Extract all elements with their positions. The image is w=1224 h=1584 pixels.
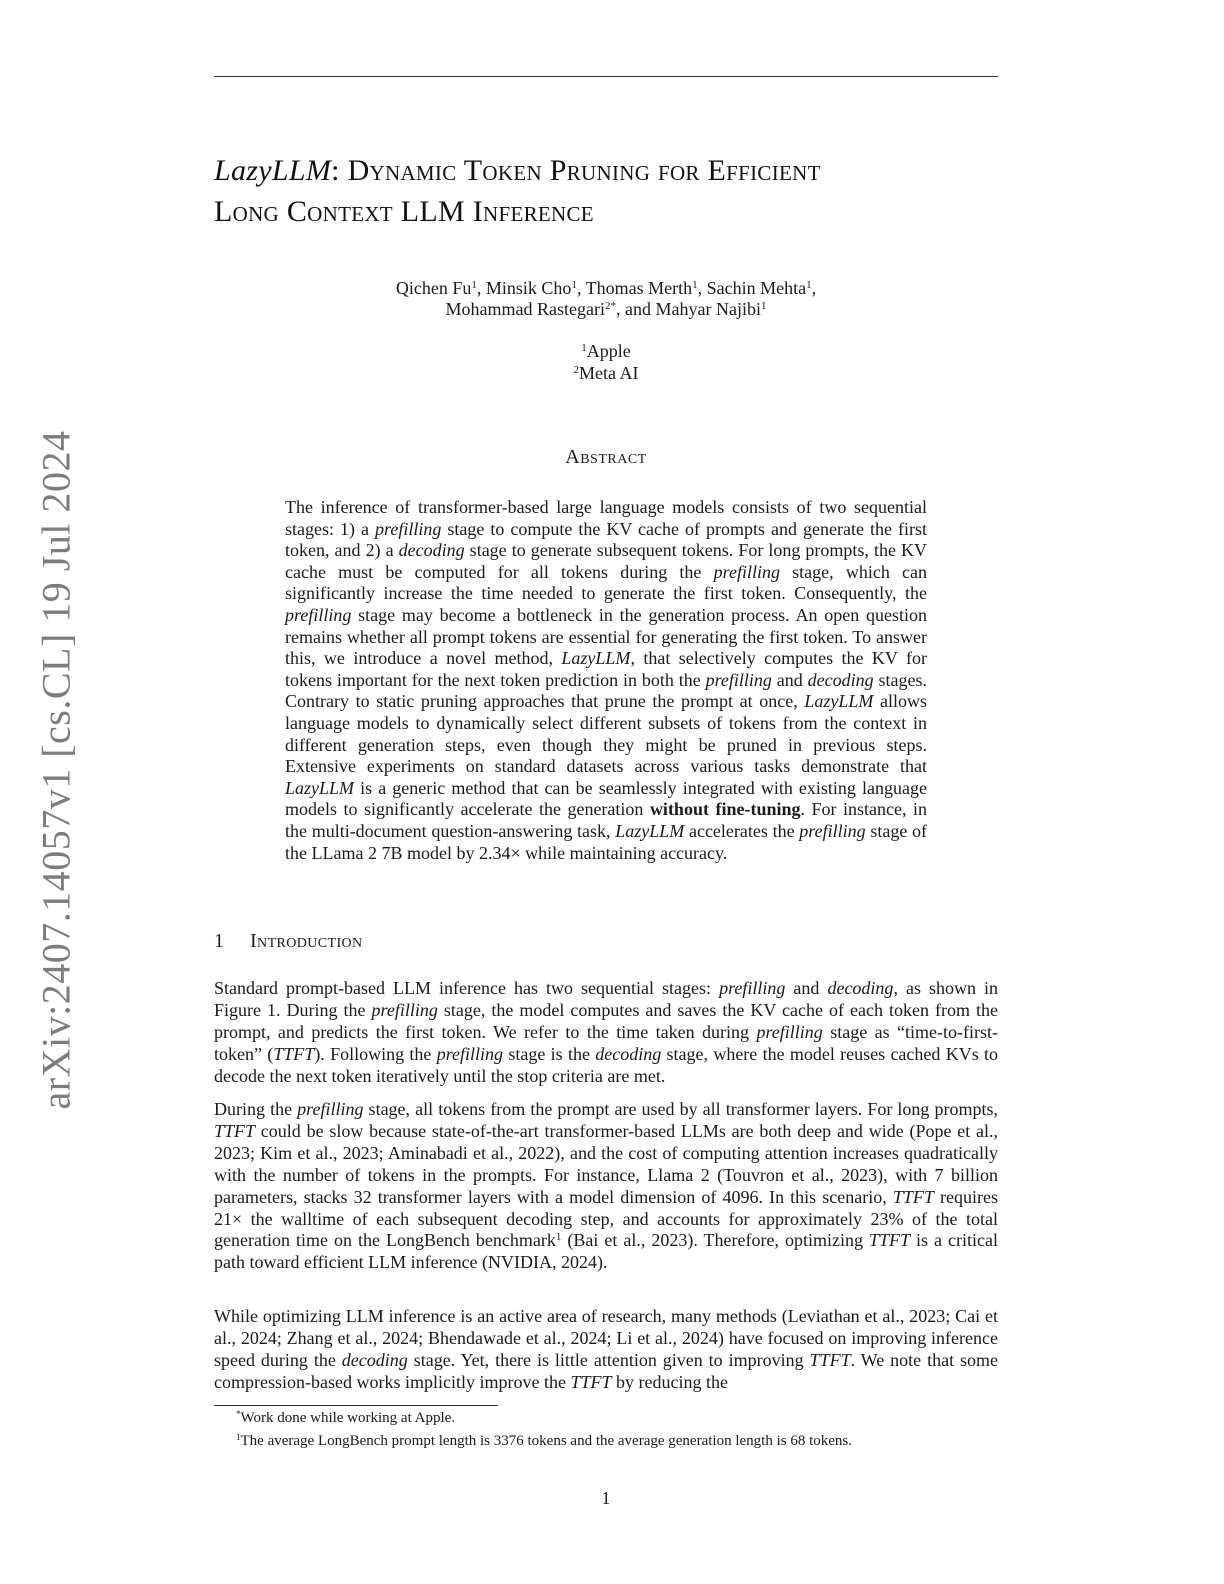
author-name: , and Mahyar Najibi bbox=[616, 299, 761, 319]
affiliation-number: 2 bbox=[573, 364, 579, 376]
author-name: Mohammad Rastegari bbox=[445, 299, 605, 319]
author-name: Sachin Mehta bbox=[706, 278, 807, 298]
title-line-1: : Dynamic Token Pruning for Efficient bbox=[331, 154, 821, 187]
paragraph: While optimizing LLM inference is an active area of research, many methods (Leviathan et al., 2023; Cai et al., 2024; Zhang et al., 2024; Bhendawade et al., 2024; Li et al., 2024) have focused on improving inference speed during the decoding stage. Yet, there is little attention given to improving TTFT. We note that some compression-based works implicitly improve the TTFT by reducing the bbox=[214, 1306, 998, 1392]
affiliation-mark: 2* bbox=[605, 300, 616, 312]
title-method-name: LazyLLM bbox=[214, 154, 332, 187]
section-title: Introduction bbox=[250, 930, 363, 952]
author-name: Thomas Merth bbox=[585, 278, 693, 298]
author-name: Minsik Cho bbox=[485, 278, 572, 298]
affiliations bbox=[214, 340, 998, 384]
abstract-text: The inference of transformer-based large language models consists of two sequential stages: 1) a prefilling stage to compute the KV cache of prompts and generate the first token, and 2) a decoding stage to generate subsequent tokens. For long prompts, the KV cache must be computed for all tokens during the prefilling stage, which can significantly increase the time needed to generate the first token. Consequently, the prefilling stage may become a bottleneck in the generation process. An open question remains whether all prompt tokens are essential for generating the first token. To answer this, we introduce a novel method, LazyLLM, that selectively computes the KV for tokens important for the next token prediction in both the prefilling and decoding stages. Contrary to static pruning approaches that prune the prompt at once, LazyLLM allows language models to dynamically select different subsets of tokens from the context in different generation steps, even though they might be pruned in previous steps. Extensive experiments on standard datasets across various tasks demonstrate that LazyLLM is a generic method that can be seamlessly integrated with existing language models to significantly accelerate the generation without fine-tuning. For instance, in the multi-document question-answering task, LazyLLM accelerates the prefilling stage of the LLama 2 7B model by 2.34× while maintaining accuracy. bbox=[285, 497, 928, 863]
footnote: *Work done while working at Apple. bbox=[236, 1409, 456, 1426]
paper-title bbox=[214, 150, 1014, 232]
footnote-rule bbox=[214, 1405, 498, 1406]
affiliation-meta: Meta AI bbox=[579, 363, 639, 383]
footnote-ref: 1 bbox=[555, 1231, 562, 1244]
affiliation-number: 1 bbox=[581, 342, 587, 354]
affiliation-mark: 1 bbox=[571, 279, 577, 291]
section-heading-introduction bbox=[214, 930, 998, 953]
paragraph: Standard prompt-based LLM inference has two sequential stages: prefilling and decoding, as shown in Figure 1. During the prefilling stage, the model computes and saves the KV cache of each token from the prompt, and predicts the first token. We refer to the time taken during prefilling stage as “time-to-first-token” (TTFT). Following the prefilling stage is the decoding stage, where the model reuses cached KVs to decode the next token iteratively until the stop criteria are met. bbox=[214, 978, 999, 1086]
paragraph: During the prefilling stage, all tokens from the prompt are used by all transformer layers. For long prompts, TTFT could be slow because state-of-the-art transformer-based LLMs are both deep and wide (Pope et al., 2023; Kim et al., 2023; Aminabadi et al., 2022), and the cost of computing attention increases quadratically with the number of tokens in the prompts. For instance, Llama 2 (Touvron et al., 2023), with 7 billion parameters, stacks 32 transformer layers with a model dimension of 4096. In this scenario, TTFT requires 21× the walltime of each subsequent decoding step, and accounts for approximately 23% of the total generation time on the LongBench benchmark$^1$ (Bai et al., 2023). Therefore, optimizing TTFT is a critical path toward efficient LLM inference (NVIDIA, 2024). bbox=[214, 1099, 998, 1273]
abstract-heading: Abstract bbox=[565, 446, 647, 468]
affiliation-mark: 1 bbox=[692, 279, 698, 291]
affiliation-mark: 1 bbox=[760, 300, 767, 312]
top-rule bbox=[214, 76, 998, 77]
title-line-2: Long Context LLM Inference bbox=[214, 195, 594, 228]
author-name: Qichen Fu bbox=[395, 278, 472, 298]
affiliation-apple: Apple bbox=[586, 341, 631, 361]
author-list: Qichen Fu$^1$, Minsik Cho$^1$, Thomas Merth$^1$, Sachin Mehta$^1$, Mohammad Rastegari$^{2*}$, and Mahyar Najibi$^1$ bbox=[395, 278, 817, 319]
footnote: $^1$The average LongBench prompt length is 3376 tokens and the average generation length is 68 tokens. bbox=[236, 1432, 852, 1449]
arxiv-identifier-stamp: arXiv:2407.14057v1 [cs.CL] 19 Jul 2024 bbox=[33, 430, 79, 1110]
affiliation-mark: 1 bbox=[471, 279, 477, 291]
section-number: 1 bbox=[214, 930, 225, 952]
page-number: 1 bbox=[601, 1488, 611, 1508]
affiliation-mark: 1 bbox=[806, 279, 812, 291]
